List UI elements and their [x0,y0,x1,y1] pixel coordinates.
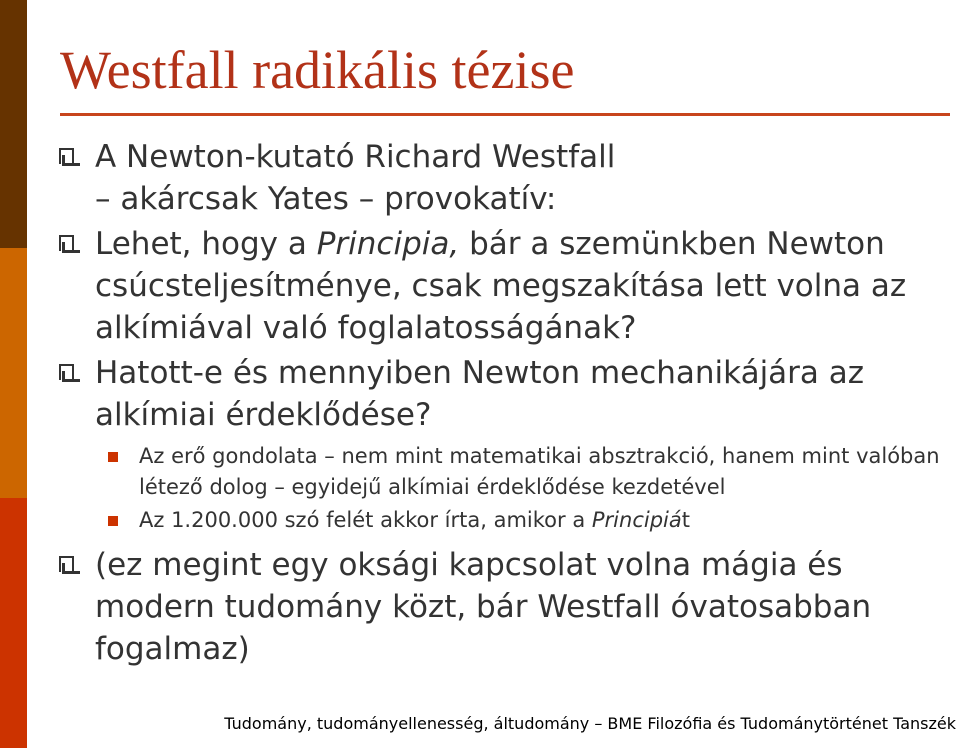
left-accent-bar-bottom [0,498,27,748]
square-bullet-icon [108,516,118,526]
title-underline [60,113,950,116]
square-bullet-icon [108,452,118,462]
bullet-causal-link [57,544,942,670]
sub-bullet-text: Az erő gondolata – nem mint matematikai absztrakció, hanem mint valóban létező dolog – egyidejű alkímiai érdeklődése kezdetével [139,444,940,499]
bullet-westfall-intro [57,136,942,220]
sub-bullet-word-count [57,503,942,536]
bullet-text-post: bár a szemünkben Newton csúcsteljesítménye, csak megszakítása lett volna az alkímiával való foglalatosságának? [95,226,907,346]
slide-body [57,136,942,673]
box-bullet-icon [59,556,74,572]
bullet-text-pre: Lehet, hogy a [95,226,317,262]
principia-italic: Principiá [591,508,682,532]
left-accent-bar-top [0,0,27,248]
sub-bullet-force-idea [57,439,942,503]
bullet-text-line-1: A Newton-kutató Richard Westfall [95,139,616,175]
sub-bullet-text-pre: Az 1.200.000 szó felét akkor írta, amikor a [139,508,592,532]
bullet-text: (ez megint egy oksági kapcsolat volna mágia és modern tudomány közt, bár Westfall óvatosabban fogalmaz) [95,547,872,667]
left-accent-bar-middle [0,248,27,498]
bullet-principia-question [57,223,942,349]
bullet-text-line-2: – akárcsak Yates – provokatív: [95,181,557,217]
box-bullet-icon [59,364,74,380]
box-bullet-icon [59,148,74,164]
sub-bullet-text-post: t [681,508,690,532]
box-bullet-icon [59,235,74,251]
slide-footer: Tudomány, tudományellenesség, áltudomány – BME Filozófia és Tudománytörténet Tanszék [224,714,956,733]
principia-italic: Principia, [316,226,460,262]
slide-title: Westfall radikális tézise [60,40,575,100]
bullet-text: Hatott-e és mennyiben Newton mechanikájára az alkímiai érdeklődése? [95,355,865,433]
bullet-mechanics-question [57,352,942,436]
